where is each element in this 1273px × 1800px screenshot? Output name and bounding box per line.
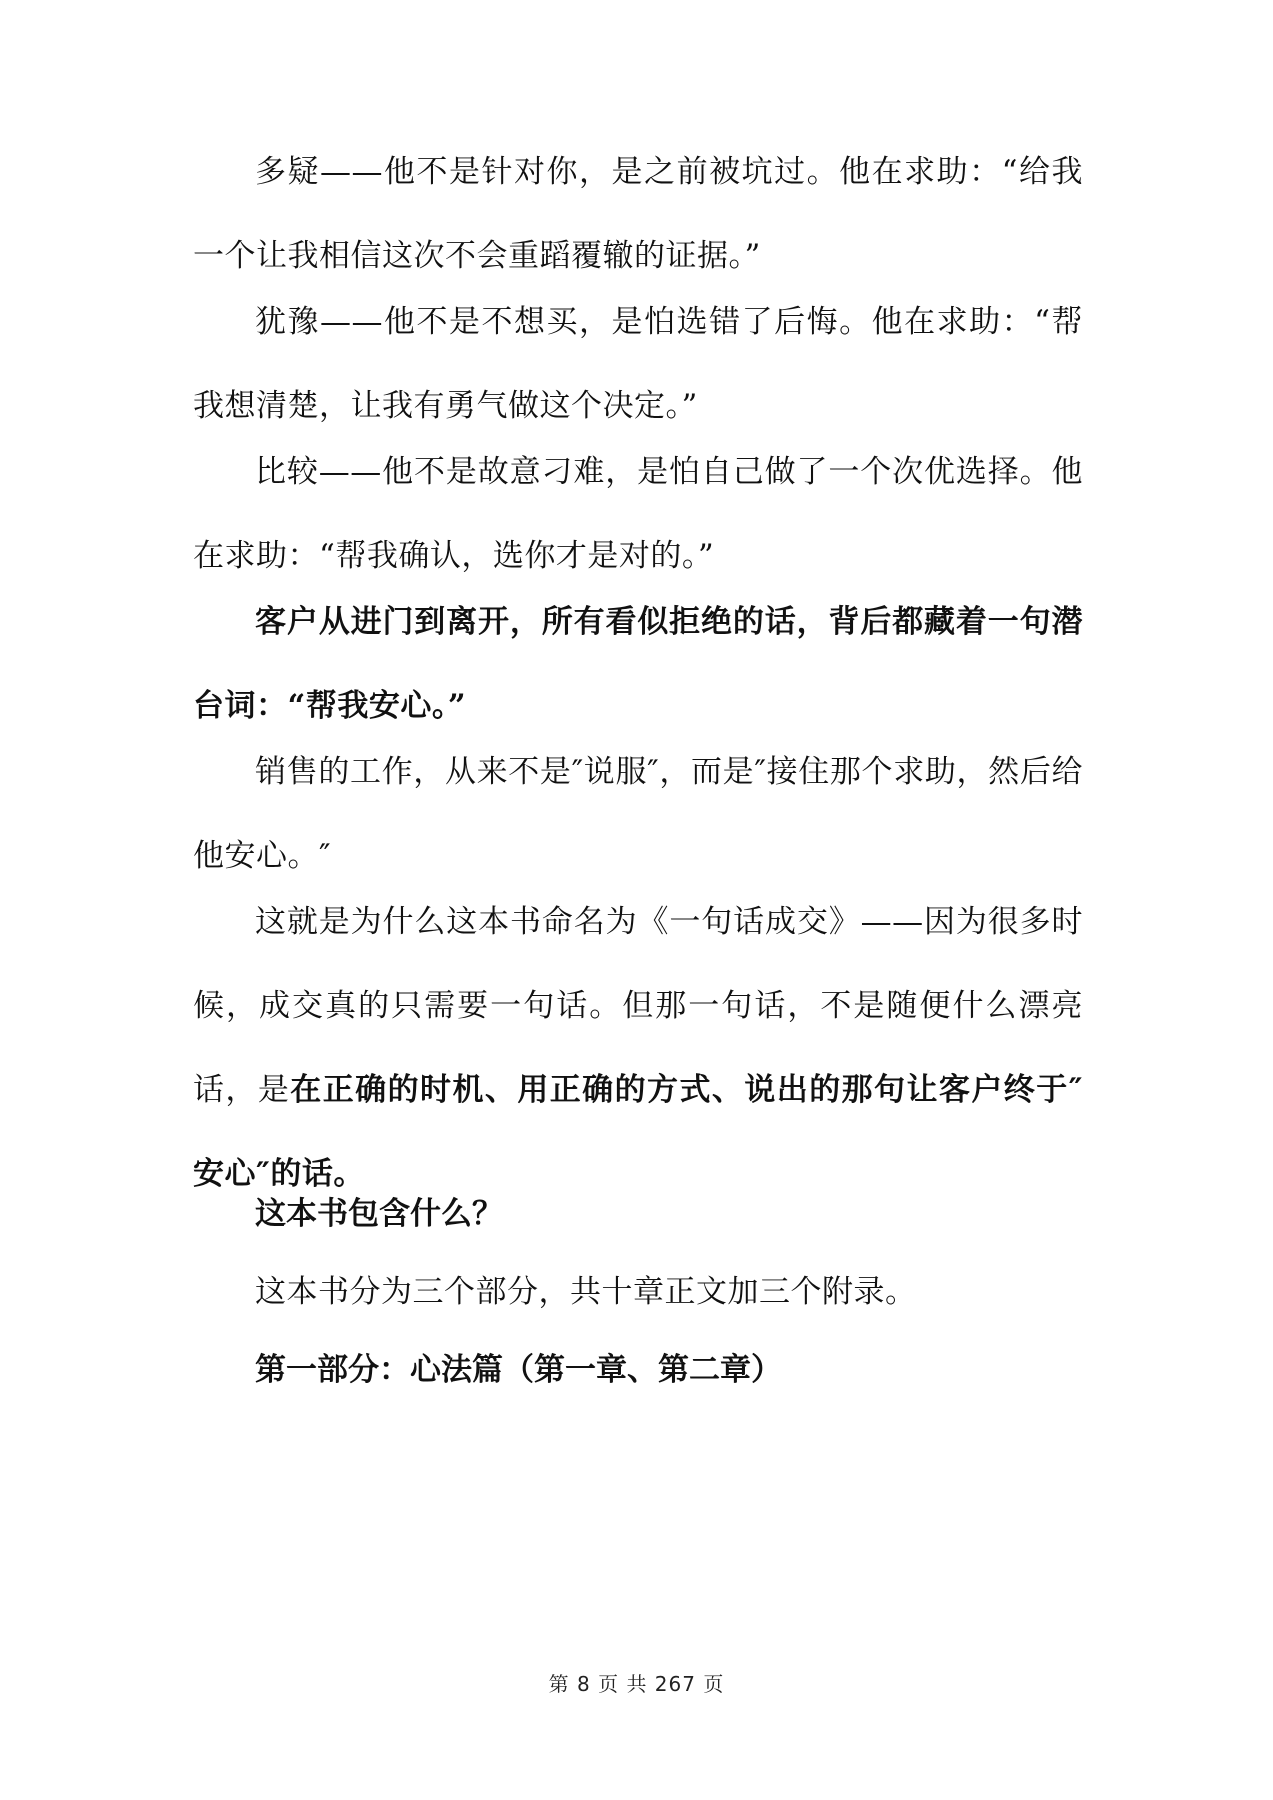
paragraph-comparing: 比较——他不是故意刁难，是怕自己做了一个次优选择。他在求助：“帮我确认，选你才是对的。” (193, 454, 1083, 574)
paragraph-book-title-reason (193, 880, 1083, 1216)
paragraph-structure: 这本书分为三个部分，共十章正文加三个附录。 (255, 1274, 917, 1310)
paragraph-skeptical: 多疑——他不是针对你，是之前被坑过。他在求助：“给我一个让我相信这次不会重蹈覆辙的证据。” (193, 154, 1083, 274)
section-heading-contents: 这本书包含什么？ (255, 1196, 503, 1232)
paragraph-hesitant: 犹豫——他不是不想买，是怕选错了后悔。他在求助：“帮我想清楚，让我有勇气做这个决定。” (193, 304, 1083, 424)
section-heading-part-one: 第一部分：心法篇（第一章、第二章） (255, 1352, 782, 1388)
page-number-footer: 第 8 页 共 267 页 (548, 1672, 725, 1696)
paragraph-sales-job: 销售的工作，从来不是″说服″，而是″接住那个求助，然后给他安心。″ (193, 754, 1083, 874)
paragraph-book-title-reason-bold: 在正确的时机、用正确的方式、说出的那句让客户终于″安心″的话。 (193, 1072, 1083, 1192)
paragraph-key-insight: 客户从进门到离开，所有看似拒绝的话，背后都藏着一句潜台词：“帮我安心。” (193, 604, 1083, 724)
paragraph-book-title-reason-normal: 这就是为什么这本书命名为《一句话成交》——因为很多时候，成交真的只需要一句话。但那一句话，不是随便什么漂亮话，是 (193, 904, 1083, 1108)
